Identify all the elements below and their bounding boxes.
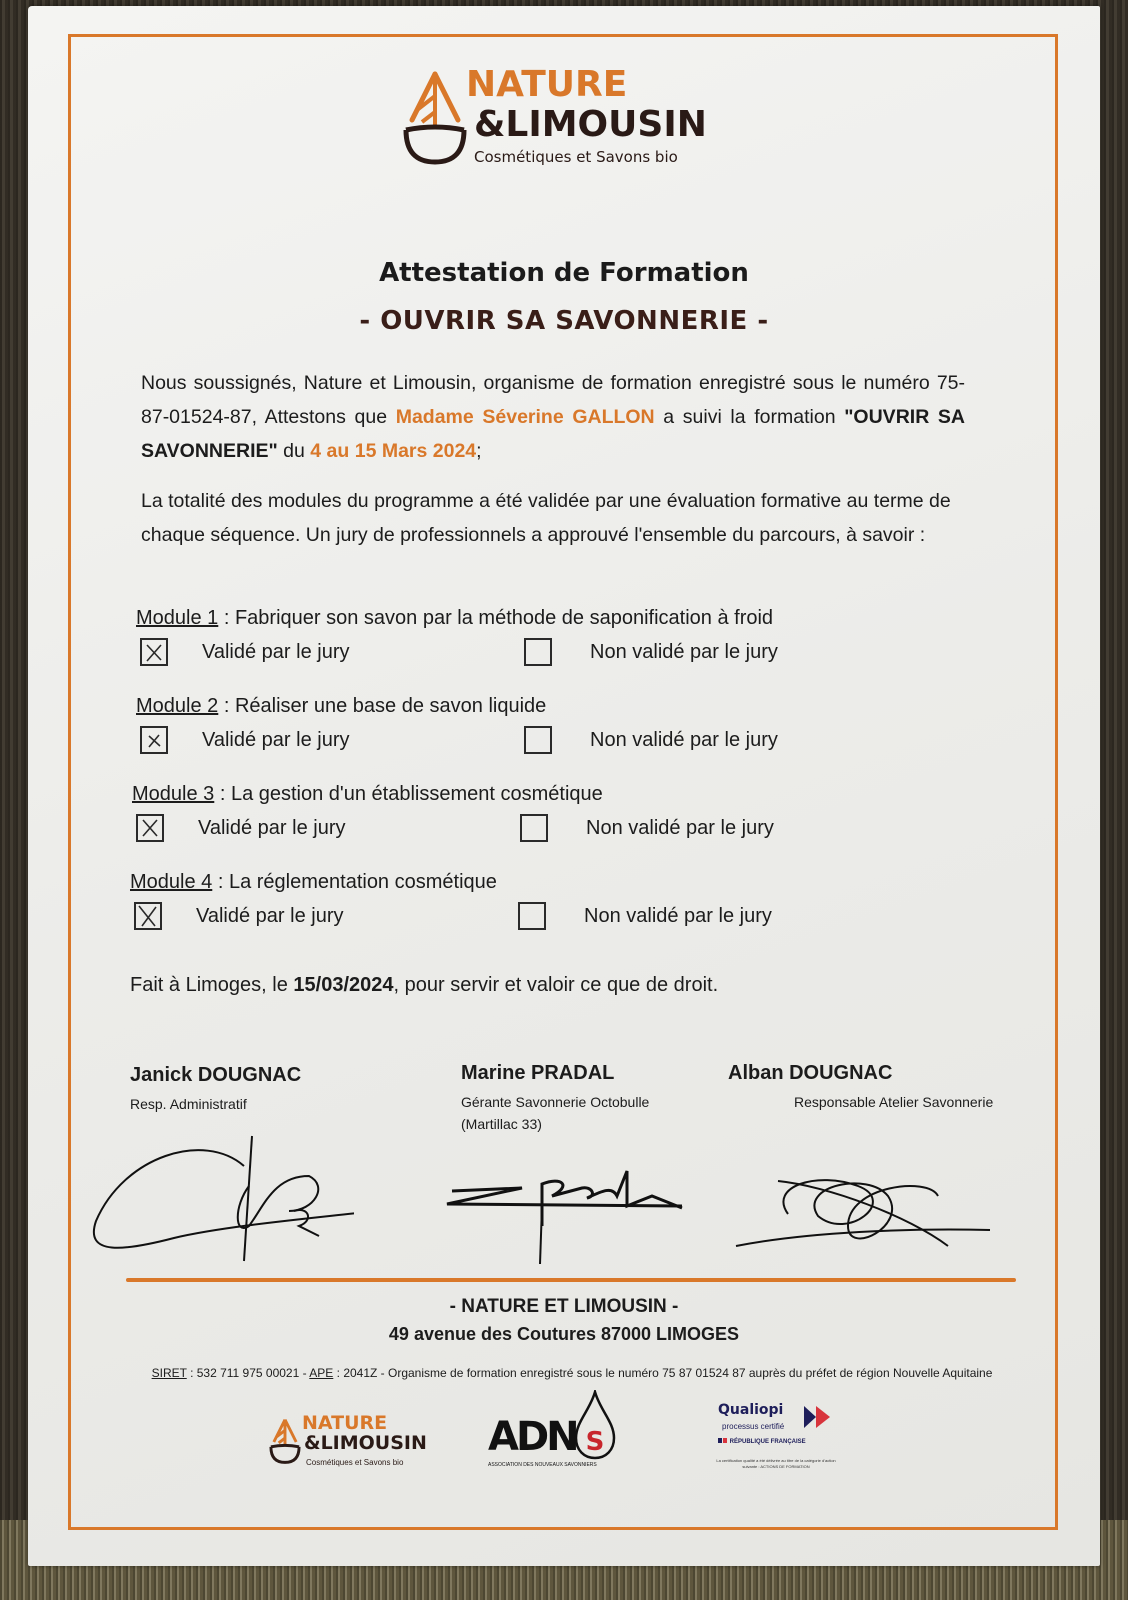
footer-divider (126, 1278, 1016, 1282)
module-item (136, 602, 896, 670)
course-name: "OUVRIR SA SAVONNERIE" (141, 406, 966, 462)
not-validated-label: Non validé par le jury (586, 817, 774, 839)
qualiopi-subtitle: processus certifié (722, 1422, 785, 1431)
trainee-name: Madame Séverine GALLON (395, 406, 655, 428)
drop-s-icon (572, 1390, 618, 1460)
signer-role-line: Gérante Savonnerie Octobulle (461, 1094, 650, 1110)
intro-text: Nous soussignés, Nature et Limousin, organisme de formation enregistré sous le numéro 75-87-01524-87, Attestons que (141, 372, 965, 428)
not-validated-checkbox[interactable] (524, 638, 552, 666)
signer-location: (Martillac 33) (461, 1116, 542, 1132)
validated-label: Validé par le jury (202, 641, 350, 663)
adns-logo-subtitle: ASSOCIATION DES NOUVEAUX SAVONNIERS (488, 1462, 597, 1468)
footer-logo-name-line2: &LIMOUSIN (304, 1432, 427, 1454)
double-arrow-icon (804, 1406, 832, 1428)
not-validated-label: Non validé par le jury (590, 641, 778, 663)
module-description: : Fabriquer son savon par la méthode de saponification à froid (218, 607, 774, 629)
qualiopi-logo (718, 1402, 858, 1482)
drop-leaf-icon (268, 1416, 302, 1466)
qualiopi-name: Qualiopi (718, 1402, 784, 1418)
check-x-icon (142, 640, 166, 664)
drop-leaf-icon (400, 70, 470, 166)
document-title: Attestation de Formation (379, 258, 749, 288)
republique-francaise-mark (718, 1438, 806, 1445)
module-label: Module 1 (136, 607, 219, 629)
not-validated-checkbox[interactable] (518, 902, 546, 930)
adns-logo-text: ADN (488, 1414, 577, 1460)
module-description: : Réaliser une base de savon liquide (218, 695, 547, 717)
course-dates: 4 au 15 Mars 2024 (310, 440, 477, 462)
intro-text: du (277, 440, 311, 462)
footer-organization: - NATURE ET LIMOUSIN - (449, 1296, 679, 1317)
signer-name: Marine PRADAL (461, 1062, 615, 1084)
signature-janick (84, 1126, 354, 1266)
module-description: : La réglementation cosmétique (212, 871, 497, 893)
svg-text:S: S (585, 1427, 605, 1457)
validated-checkbox[interactable] (136, 814, 164, 842)
intro-text: a suivi la formation (654, 406, 845, 428)
intro-paragraph (141, 366, 965, 468)
ape-value: : 2041Z - Organisme de formation enregistré sous le numéro 75 87 01524 87 auprès du préfet de région Nouvelle Aquitaine (333, 1366, 993, 1380)
module-label: Module 2 (136, 695, 219, 717)
validated-checkbox[interactable] (140, 638, 168, 666)
module-item (130, 866, 890, 934)
check-x-icon (136, 904, 160, 928)
document-subtitle: - OUVRIR SA SAVONNERIE - (359, 306, 769, 336)
not-validated-label: Non validé par le jury (584, 905, 772, 927)
validated-checkbox[interactable] (140, 726, 168, 754)
module-validation-row (136, 722, 896, 758)
republique-francaise-text: RÉPUBLIQUE FRANÇAISE (729, 1439, 806, 1445)
module-title (130, 866, 890, 898)
siret-value: : 532 711 975 00021 - (186, 1366, 310, 1380)
brand-name-line2: &LIMOUSIN (474, 104, 707, 145)
brand-name-line1: NATURE (466, 64, 628, 105)
not-validated-label: Non validé par le jury (590, 729, 778, 751)
check-x-icon (142, 728, 166, 752)
module-label: Module 4 (130, 871, 213, 893)
signer-block (461, 1062, 649, 1135)
footer-logo-name-line1: NATURE (302, 1412, 388, 1434)
module-title (136, 602, 896, 634)
signature-alban (728, 1166, 998, 1266)
adns-logo (488, 1390, 628, 1480)
signer-role: Responsable Atelier Savonnerie (794, 1094, 994, 1110)
signer-role: Resp. Administratif (130, 1096, 247, 1112)
brand-tagline: Cosmétiques et Savons bio (474, 148, 678, 166)
module-item (136, 690, 896, 758)
signer-name: Janick DOUGNAC (130, 1064, 302, 1086)
ape-label: APE (309, 1366, 334, 1380)
qualiopi-note: La certification qualité a été délivrée au titre de la catégorie d'action suivante : ACTIONS DE FORMATION (716, 1458, 836, 1469)
signer-block (728, 1062, 993, 1113)
module-validation-row (136, 634, 896, 670)
module-title (132, 778, 892, 810)
footer-address: 49 avenue des Coutures 87000 LIMOGES (388, 1324, 740, 1344)
signer-role (461, 1091, 649, 1135)
module-validation-row (132, 810, 892, 846)
certificate-page (28, 6, 1100, 1566)
module-item (132, 778, 892, 846)
validated-label: Validé par le jury (196, 905, 344, 927)
footer-brand-logo (268, 1410, 428, 1480)
check-x-icon (138, 816, 162, 840)
footer-logo-tagline: Cosmétiques et Savons bio (306, 1458, 404, 1467)
module-validation-row (130, 898, 890, 934)
evaluation-paragraph: La totalité des modules du programme a été validée par une évaluation formative au terme de chaque séquence. Un jury de professionnels a approuvé l'ensemble du parcours, à savoir : (141, 490, 951, 546)
siret-label: SIRET (151, 1366, 187, 1380)
module-description: : La gestion d'un établissement cosmétique (214, 783, 603, 805)
module-label: Module 3 (132, 783, 215, 805)
issue-date: 15/03/2024 (293, 974, 394, 996)
signer-block (130, 1064, 301, 1115)
not-validated-checkbox[interactable] (520, 814, 548, 842)
signature-marine (412, 1166, 702, 1266)
intro-text: ; (476, 440, 482, 462)
validated-label: Validé par le jury (198, 817, 346, 839)
validated-checkbox[interactable] (134, 902, 162, 930)
not-validated-checkbox[interactable] (524, 726, 552, 754)
closing-statement (130, 974, 718, 997)
closing-text: Fait à Limoges, le (130, 974, 294, 996)
brand-logo (400, 64, 740, 174)
closing-text: , pour servir et valoir ce que de droit. (393, 974, 719, 996)
signer-name: Alban DOUGNAC (728, 1062, 893, 1084)
footer-legal-info (92, 1366, 1052, 1380)
module-title (136, 690, 896, 722)
validated-label: Validé par le jury (202, 729, 350, 751)
